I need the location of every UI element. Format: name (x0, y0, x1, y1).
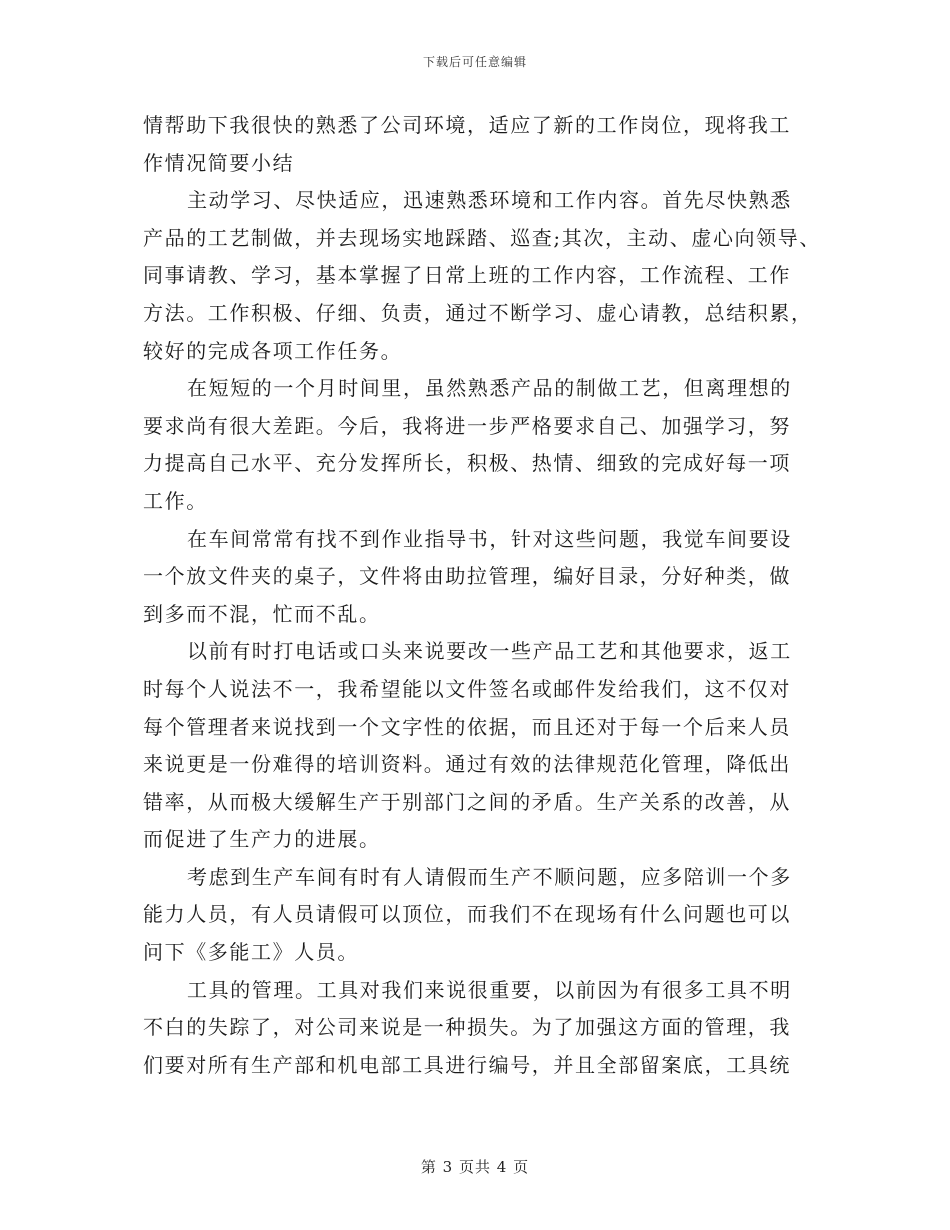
paragraph-start-line: 主动学习、尽快适应，迅速熟悉环境和工作内容。首先尽快熟悉 (187, 188, 792, 213)
text-line: 力提高自己水平、充分发挥所长，积极、热情、细致的完成好每一项 (143, 451, 791, 476)
text-line: 情帮助下我很快的熟悉了公司环境，适应了新的工作岗位，现将我工 (143, 113, 791, 137)
text-line: 同事请教、学习，基本掌握了日常上班的工作内容，工作流程、工作 (143, 263, 791, 288)
page-footer: 第 3 页共 4 页 (420, 1158, 530, 1176)
paragraph-start-line: 在短短的一个月时间里，虽然熟悉产品的制做工艺，但离理想的 (187, 376, 792, 401)
text-line: 一个放文件夹的桌子，文件将由助拉管理，编好目录，分好种类，做 (143, 564, 791, 589)
text-line: 错率，从而极大缓解生产于别部门之间的矛盾。生产关系的改善，从 (143, 789, 791, 814)
text-line: 要求尚有很大差距。今后，我将进一步严格要求自己、加强学习，努 (143, 413, 791, 438)
text-line: 方法。工作积极、仔细、负责，通过不断学习、虚心请教，总结积累， (143, 300, 813, 325)
paragraph-start-line: 以前有时打电话或口头来说要改一些产品工艺和其他要求，返工 (187, 639, 792, 664)
text-line: 不白的失踪了，对公司来说是一种损失。为了加强这方面的管理，我 (143, 1015, 791, 1040)
text-line: 问下《多能工》人员。 (143, 940, 359, 965)
text-line: 较好的完成各项工作任务。 (143, 338, 403, 363)
text-line: 工作。 (143, 488, 208, 513)
paragraph-start-line: 工具的管理。工具对我们来说很重要，以前因为有很多工具不明 (187, 977, 792, 1002)
document-body (143, 107, 821, 1084)
paragraph-start-line: 考虑到生产车间有时有人请假而生产不顺问题，应多陪训一个多 (187, 864, 792, 889)
paragraph-start-line: 在车间常常有找不到作业指导书，针对这些问题，我觉车间要设 (187, 526, 792, 551)
text-line: 每个管理者来说找到一个文字性的依据，而且还对于每一个后来人员 (143, 714, 791, 739)
text-line: 而促进了生产力的进展。 (143, 827, 381, 852)
text-line: 们要对所有生产部和机电部工具进行编号，并且全部留案底，工具统 (143, 1052, 791, 1077)
page-header: 下载后可任意编辑 (422, 55, 527, 69)
text-line: 时每个人说法不一，我希望能以文件签名或邮件发给我们，这不仅对 (143, 676, 791, 701)
text-line: 来说更是一份难得的培训资料。通过有效的法律规范化管理，降低出 (143, 752, 791, 777)
text-line: 产品的工艺制做，并去现场实地踩踏、巡查;其次，主动、虚心向领导、 (143, 225, 821, 250)
text-line: 到多而不混，忙而不乱。 (143, 601, 381, 626)
text-line: 能力人员，有人员请假可以顶位，而我们不在现场有什么问题也可以 (143, 902, 791, 927)
text-line: 作情况简要小结 (143, 150, 295, 175)
